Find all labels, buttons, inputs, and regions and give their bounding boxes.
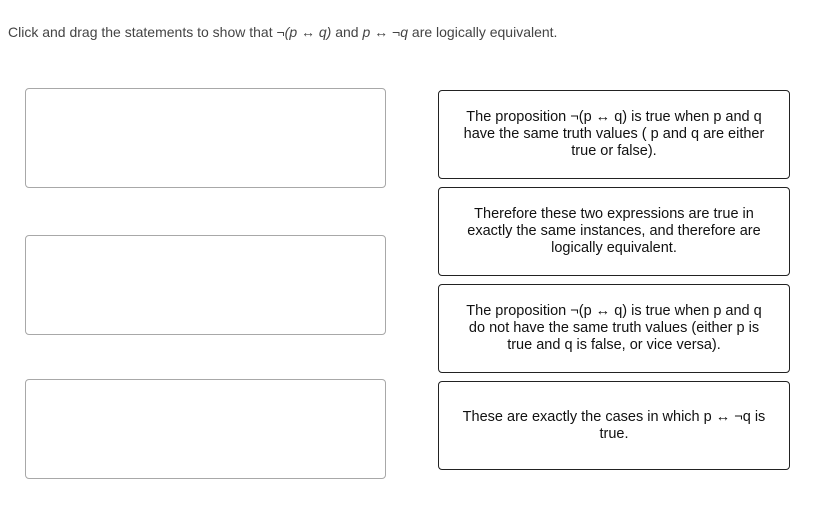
statement-card-different-truth-values[interactable]: [438, 284, 790, 373]
statement-card-text: These are exactly the cases in which p ↔ ¬q is true.: [462, 408, 766, 442]
statement-card-text: Therefore these two expressions are true in exactly the same instances, and therefore are logically equivalent.: [467, 206, 761, 256]
statement-card-therefore-equivalent[interactable]: [438, 187, 790, 276]
statement-card-text: The proposition ¬(p ↔ q) is true when p and q have the same truth values ( p and q are either true or false).: [463, 109, 765, 159]
instruction-prefix: Click and drag the statements to show that: [8, 24, 277, 40]
statement-card-text: The proposition ¬(p ↔ q) is true when p and q do not have the same truth values (either p is true and q is false, or vice versa).: [466, 303, 762, 353]
expression-negated-biconditional: ¬(p ↔ q): [276, 24, 332, 40]
drop-zone-3[interactable]: [25, 379, 386, 479]
drop-zone-1[interactable]: [25, 88, 386, 188]
instruction-suffix: are logically equivalent.: [408, 24, 558, 40]
instruction-middle: and: [331, 24, 363, 40]
instruction-text: [8, 24, 557, 40]
drop-zone-2[interactable]: [25, 235, 386, 335]
expression-biconditional-negated-q: p ↔ ¬q: [362, 24, 409, 40]
statement-card-exact-cases[interactable]: [438, 381, 790, 470]
statement-card-same-truth-values[interactable]: [438, 90, 790, 179]
